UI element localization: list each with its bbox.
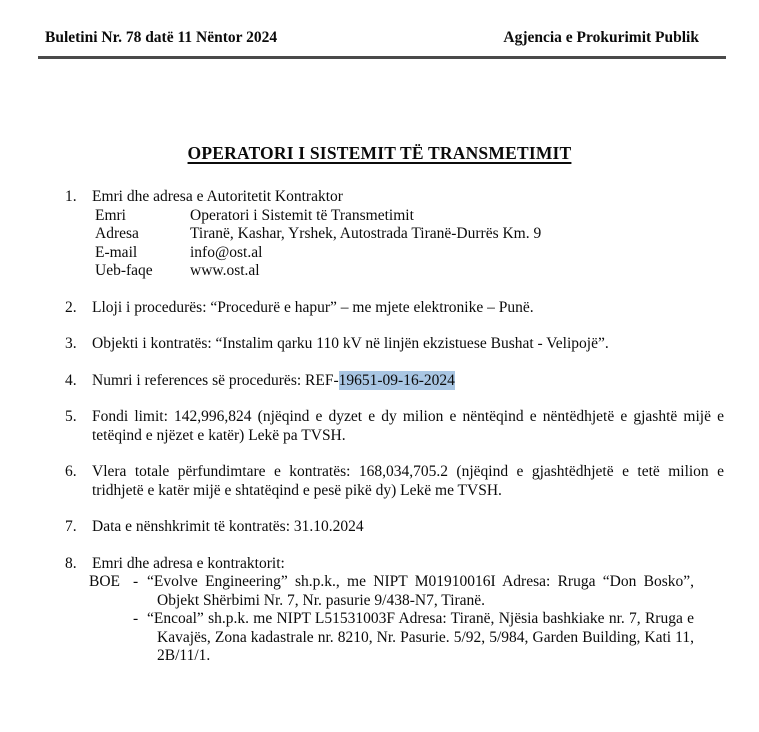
- item-number: 5.: [65, 408, 77, 425]
- item-number: 6.: [65, 463, 77, 480]
- contractor-entry: [133, 610, 694, 666]
- header-divider: [38, 56, 726, 59]
- contact-value: Tiranë, Kashar, Yrshek, Autostrada Tiranë-Durrës Km. 9: [190, 225, 542, 242]
- contact-label: Adresa: [95, 225, 139, 242]
- item-contractor: [0, 555, 759, 666]
- contractor-entry: [89, 573, 694, 610]
- item-signing-date: [0, 518, 759, 537]
- contractor-entry-text: “Encoal” sh.p.k. me NIPT L51531003F Adresa: Tiranë, Njësia bashkiake nr. 7, Rruga e Kavajës, Zona kadastrale nr. 8210, Nr. Pasurie. 5/92, 5/984, Garden Building, Kati 11, 2B/11/1.: [147, 610, 694, 664]
- page-header: [0, 0, 759, 47]
- item-contract-object: [0, 335, 759, 354]
- authority-heading: Emri dhe adresa e Autoritetit Kontraktor: [92, 188, 343, 205]
- signing-date-text: Data e nënshkrimit të kontratës: 31.10.2024: [92, 518, 364, 535]
- document-title: OPERATORI I SISTEMIT TË TRANSMETIMIT: [187, 143, 572, 163]
- item-limit-fund: [0, 408, 759, 445]
- item-authority: [0, 188, 759, 281]
- item-number: 2.: [65, 298, 77, 316]
- bulletin-title: Buletini Nr. 78 datë 11 Nëntor 2024: [45, 29, 278, 46]
- contact-row: [95, 207, 724, 226]
- boe-label: BOE: [89, 573, 120, 590]
- contact-row: [95, 225, 724, 244]
- item-procedure-type: [0, 299, 759, 318]
- contact-row: [95, 262, 724, 281]
- dash-bullet: -: [133, 573, 139, 590]
- contract-object-text: Objekti i kontratës: “Instalim qarku 110 kV në linjën ekzistuese Bushat - Velipojë”.: [92, 335, 609, 352]
- reference-highlight: 19651-09-16-2024: [338, 371, 455, 389]
- procedure-type-text: Lloji i procedurës: “Procedurë e hapur” – me mjete elektronike – Punë.: [92, 298, 534, 316]
- reference-prefix: Numri i references së procedurës: REF-: [92, 371, 339, 389]
- item-number: 4.: [65, 371, 77, 389]
- contact-label: Ueb-faqe: [95, 262, 153, 279]
- contact-row: [95, 244, 724, 263]
- total-value-text: Vlera totale përfundimtare e kontratës: 168,034,705.2 (njëqind e gjashtëdhjetë e tetë milion e tridhjetë e katër mijë e shtatëqind e pesë pikë dy) Lekë me TVSH.: [92, 463, 724, 499]
- dash-bullet: -: [133, 610, 139, 627]
- contractor-entry-text: “Evolve Engineering” sh.p.k., me NIPT M01910016I Adresa: Rruga “Don Bosko”, Objekt Shërbimi Nr. 7, Nr. pasurie 9/438-N7, Tiranë.: [147, 573, 694, 609]
- item-number: 7.: [65, 518, 77, 535]
- agency-name: Agjencia e Prokurimit Publik: [503, 29, 699, 46]
- item-number: 8.: [65, 554, 77, 572]
- item-number: 3.: [65, 335, 77, 352]
- contractor-heading: Emri dhe adresa e kontraktorit:: [92, 554, 285, 572]
- contact-value: info@ost.al: [190, 243, 263, 261]
- contact-label: E-mail: [95, 243, 138, 261]
- section-list: [0, 188, 759, 666]
- item-number: 1.: [65, 188, 77, 205]
- contact-label: Emri: [95, 206, 126, 224]
- item-reference-number: [0, 372, 759, 391]
- contact-value: Operatori i Sistemit të Transmetimit: [190, 206, 414, 224]
- contact-value: www.ost.al: [190, 262, 260, 279]
- limit-fund-text: Fondi limit: 142,996,824 (njëqind e dyzet e dy milion e nëntëqind e nëntëdhjetë e gjashtë mijë e tetëqind e njëzet e katër) Lekë pa TVSH.: [92, 408, 724, 444]
- item-total-value: [0, 463, 759, 500]
